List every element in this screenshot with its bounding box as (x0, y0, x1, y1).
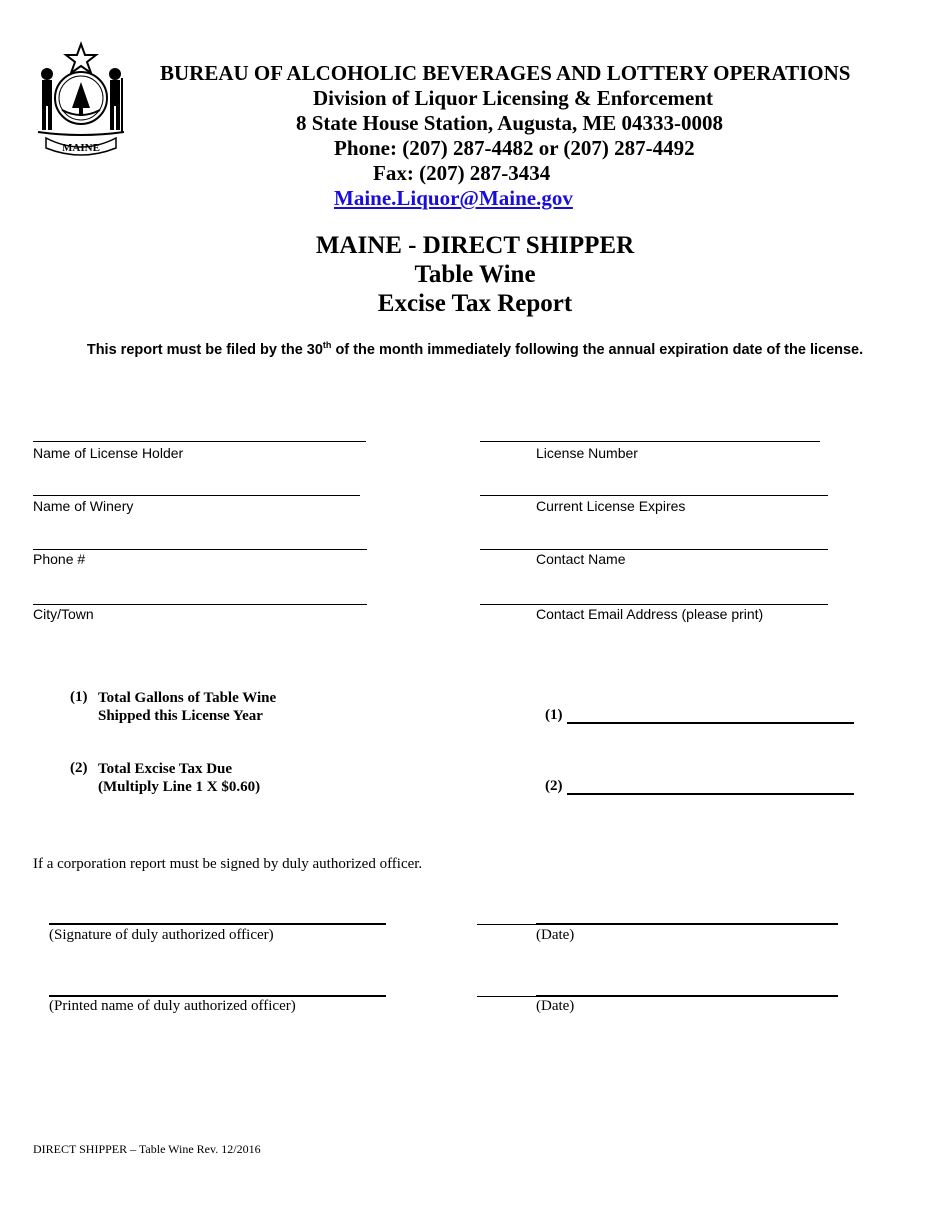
item-1-answer-input[interactable] (567, 722, 854, 724)
filing-deadline-notice: This report must be filed by the 30th of the month immediately following the annual expiration date of the license. (86, 340, 864, 358)
license-number-label: License Number (536, 445, 638, 461)
contact-email-label: Contact Email Address (please print) (536, 606, 764, 622)
printed-name-input[interactable] (49, 995, 386, 997)
form-revision-footer: DIRECT SHIPPER – Table Wine Rev. 12/2016 (33, 1142, 261, 1156)
winery-label: Name of Winery (33, 498, 134, 514)
agency-phone: Phone: (207) 287-4482 or (207) 287-4492 (334, 136, 695, 160)
item-1-line-2: Shipped this License Year (98, 708, 263, 724)
date-label-2: (Date) (536, 998, 575, 1014)
email-link[interactable]: Maine.Liquor@Maine.gov (334, 186, 573, 210)
maine-state-seal (32, 40, 130, 156)
item-2-line-1: Total Excise Tax Due (98, 761, 233, 777)
agency-name: BUREAU OF ALCOHOLIC BEVERAGES AND LOTTERY OPERATIONS (160, 61, 851, 85)
printed-name-label: (Printed name of duly authorized officer) (49, 998, 296, 1014)
license-expires-label: Current License Expires (536, 498, 686, 514)
signature-instruction: If a corporation report must be signed by duly authorized officer. (33, 856, 423, 872)
city-label: City/Town (33, 606, 94, 622)
contact-email-input[interactable] (480, 604, 828, 605)
date-input-1[interactable] (536, 923, 838, 925)
item-1-line-1: Total Gallons of Table Wine (98, 690, 277, 706)
license-holder-input[interactable] (33, 441, 366, 442)
signature-label: (Signature of duly authorized officer) (49, 927, 274, 943)
form-title-sub: Table Wine (414, 261, 536, 288)
date-label-1: (Date) (536, 927, 575, 943)
signature-input[interactable] (49, 923, 386, 925)
agency-fax: Fax: (207) 287-3434 (373, 161, 551, 185)
item-2-answer-label: (2) (545, 778, 563, 794)
agency-address: 8 State House Station, Augusta, ME 04333-0008 (296, 111, 724, 135)
license-expires-input[interactable] (480, 495, 828, 496)
item-2-number: (2) (70, 760, 88, 776)
contact-name-label: Contact Name (536, 551, 626, 567)
contact-name-input[interactable] (480, 549, 828, 550)
division-name: Division of Liquor Licensing & Enforcement (313, 86, 713, 110)
date-line-lead-1 (477, 924, 537, 925)
phone-input[interactable] (33, 549, 367, 550)
winery-input[interactable] (33, 495, 360, 496)
city-input[interactable] (33, 604, 367, 605)
seal-motto: MAINE (62, 142, 100, 154)
date-input-2[interactable] (536, 995, 838, 997)
item-1-number: (1) (70, 689, 88, 705)
item-1-answer-label: (1) (545, 707, 563, 723)
form-title-report: Excise Tax Report (377, 290, 573, 317)
license-number-input[interactable] (480, 441, 820, 442)
phone-label: Phone # (33, 551, 86, 567)
form-title-main: MAINE - DIRECT SHIPPER (315, 232, 635, 259)
item-2-answer-input[interactable] (567, 793, 854, 795)
date-line-lead-2 (477, 996, 537, 997)
license-holder-label: Name of License Holder (33, 445, 184, 461)
item-2-line-2: (Multiply Line 1 X $0.60) (98, 779, 261, 795)
